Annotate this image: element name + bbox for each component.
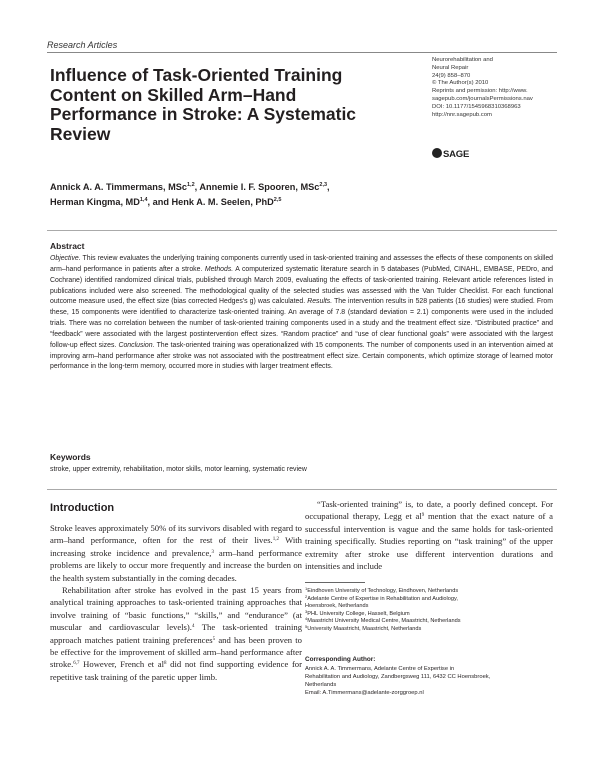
author-name: Annick A. A. Timmermans, MSc: [50, 182, 187, 192]
author-name: Herman Kingma, MD: [50, 196, 140, 207]
abstract-conclusion-text: The task-oriented training was operationalized with 15 components. The number of components used in an intervention aimed at improving arm–hand performance after stroke was not associated with the posttreatment effect size. Certain components, which optimize storage of learned motor performance in the long-term memory, occurred more in studies with larger treatment effects.: [50, 341, 554, 371]
affiliation-item: [305, 618, 555, 626]
body-paragraph: “Task-oriented training” is, to date, a poorly defined concept. For occupational therapy, Legg et $al^9$ mention that the exact nature of a successful intervention is vague and the same holds for task-oriented training specifically. Studies reporting on “task training” of the upper extremity after stroke use different intervention durations and intensities and include: [305, 499, 553, 572]
body-paragraph: Rehabilitation after stroke has evolved in the past 15 years from analytical training approaches to task-oriented training approaches that involve training of “basic functions,” “skills,” and “endurance” (at muscular and cardiovascular levels).$^4$ The task-oriented training approach matches patient training preferences$^5$ and has been proven to be effective for the improvement of skilled arm–hand performance after stroke.$^{6,7}$ However, French et $al^8$ did not find supporting evidence for repetitive task training of the paretic upper limb.: [50, 585, 303, 682]
author-name: Annemie I. F. Spooren, MSc: [199, 182, 320, 192]
citation-ref: 8: [163, 661, 167, 667]
abstract-methods-text: A computerized systematic literature search in 5 databases (PubMed, CINAHL, EMBASE, PEDro, and Cochrane) identified randomized clinical trials, published through March 2009, evaluating the effects of task-oriented training. Relevant article references listed in publications included were also screened. The methodological quality of the selected studies was assessed with the Van Tulder Checklist. For each functional outcome measure used, the effect size (bias corrected Hedges's g) was calculated.: [50, 265, 553, 306]
affiliation-text: Adelante Centre of Expertise in Rehabilitation and Audiology,: [307, 595, 458, 602]
author-name: Henk A. M. Seelen, PhD: [171, 196, 274, 207]
body-paragraph: Stroke leaves approximately 50% of its survivors disabled with regard to arm–hand performance, often for the rest of their lives.$^{1,2}$ With increasing stroke incidence and prevalence,$^3$ arm–hand performance problems are likely to occur more frequently and increase the burden on the health system substantially in the coming decades.: [50, 523, 302, 583]
section-divider: [47, 230, 557, 231]
section-label: Research Articles: [47, 40, 118, 50]
keywords-heading: Keywords: [50, 452, 91, 462]
author-affiliation-ref: 2,3: [319, 182, 328, 188]
citation-ref: 4: [191, 624, 195, 630]
journal-info: [432, 57, 572, 119]
affiliation-text: Hoensbroek, Netherlands: [305, 603, 369, 610]
author-affiliation-ref: 1,4: [139, 196, 148, 203]
affiliation-number: 3: [305, 608, 308, 614]
journal-line: Neural Repair: [432, 64, 469, 71]
corresponding-email[interactable]: Email: A.Timmermans@adelante-zorggroep.nl: [305, 690, 424, 696]
corresponding-line: Netherlands: [305, 682, 337, 688]
citation-ref: 1,2: [272, 537, 279, 543]
affiliation-list: [305, 588, 555, 634]
citation-ref: 5: [212, 636, 216, 642]
affiliation-text: PHL University College, Hasselt, Belgium: [307, 610, 410, 617]
affiliation-item: [305, 593, 555, 604]
body-column-left: [50, 522, 302, 683]
citation-ref: 9: [421, 513, 425, 519]
abstract-results-text: The intervention results in 528 patients (16 studies) were studied. From these, 15 components were identified to characterize task-oriented training. An average of 7.8 (standard deviation = 2.1) components were used in the included trials. There was no correlation between the number of task-oriented training components used in a study and the treatment effect size. “Distributed practice” and “feedback” were associated with the largest postintervention effect sizes. “Random practice” and “use of clear functional goals” were associated with the largest follow-up effect sizes.: [50, 298, 553, 349]
sage-logo: [432, 148, 469, 160]
journal-line: Neurorehabilitation and: [432, 57, 493, 63]
affiliation-item: [305, 588, 555, 596]
sage-logo-icon: [432, 148, 442, 158]
footnote-rule: [305, 582, 365, 583]
affiliation-item: [305, 603, 555, 611]
corresponding-author-details: [305, 665, 555, 697]
journal-line: Reprints and permission: http://www.: [432, 88, 528, 95]
introduction-heading: Introduction: [50, 502, 115, 514]
affiliation-number: 4: [305, 616, 308, 622]
abstract-body: [50, 254, 553, 373]
author-separator: ,: [327, 182, 330, 192]
affiliation-number: 2: [305, 593, 308, 599]
journal-line: http://nnr.sagepub.com: [432, 111, 492, 118]
journal-line: 24(9) 858–870: [432, 72, 471, 79]
journal-line: sagepub.com/journalsPermissions.nav: [432, 95, 533, 102]
corresponding-line: Annick A. A. Timmermans, Adelante Centre of Expertise in: [305, 666, 455, 672]
author-affiliation-ref: 2,5: [273, 196, 282, 203]
article-title: Influence of Task-Oriented Training Content on Skilled Arm–Hand Performance in Stroke: A Systematic Review: [50, 65, 357, 144]
author-list: [50, 180, 520, 209]
author-separator: , and: [147, 196, 172, 207]
header-rule: [47, 52, 557, 53]
journal-line: DOI: 10.1177/1545968310368963: [432, 103, 521, 110]
author-separator: ,: [194, 182, 200, 192]
corresponding-author-heading: Corresponding Author:: [305, 656, 376, 663]
affiliation-item: [305, 623, 555, 634]
author-affiliation-ref: 1,2: [187, 182, 195, 188]
citation-ref: 3: [211, 549, 214, 555]
abstract-objective-text: This review evaluates the underlying training components currently used in task-oriented training and assesses the effects of these components on skilled arm–hand performance in patients after a stroke.: [50, 255, 553, 273]
abstract-heading: Abstract: [50, 241, 85, 251]
affiliation-number: 5: [305, 623, 308, 629]
section-divider: [47, 489, 557, 490]
abstract-conclusion-label: Conclusion.: [116, 341, 155, 349]
affiliation-number: 1: [305, 586, 308, 591]
affiliation-text: Eindhoven University of Technology, Eindhoven, Netherlands: [307, 588, 459, 594]
abstract-methods-label: Methods.: [202, 265, 234, 273]
citation-ref: 6,7: [73, 661, 80, 667]
sage-logo-text: SAGE: [443, 149, 470, 160]
keywords-list: stroke, upper extremity, rehabilitation, motor skills, motor learning, systematic review: [50, 466, 307, 473]
journal-line: © The Author(s) 2010: [432, 80, 489, 87]
abstract-results-label: Results.: [305, 298, 333, 306]
affiliation-text: Maastricht University Medical Centre, Maastricht, Netherlands: [307, 618, 461, 625]
abstract-objective-label: Objective.: [50, 255, 81, 262]
body-column-right: [305, 498, 553, 572]
affiliation-text: University Maastricht, Maastricht, Netherlands: [307, 625, 422, 632]
corresponding-line: Rehabilitation and Audiology, Zandbergsweg 111, 6432 CC Hoensbroek,: [305, 674, 491, 680]
